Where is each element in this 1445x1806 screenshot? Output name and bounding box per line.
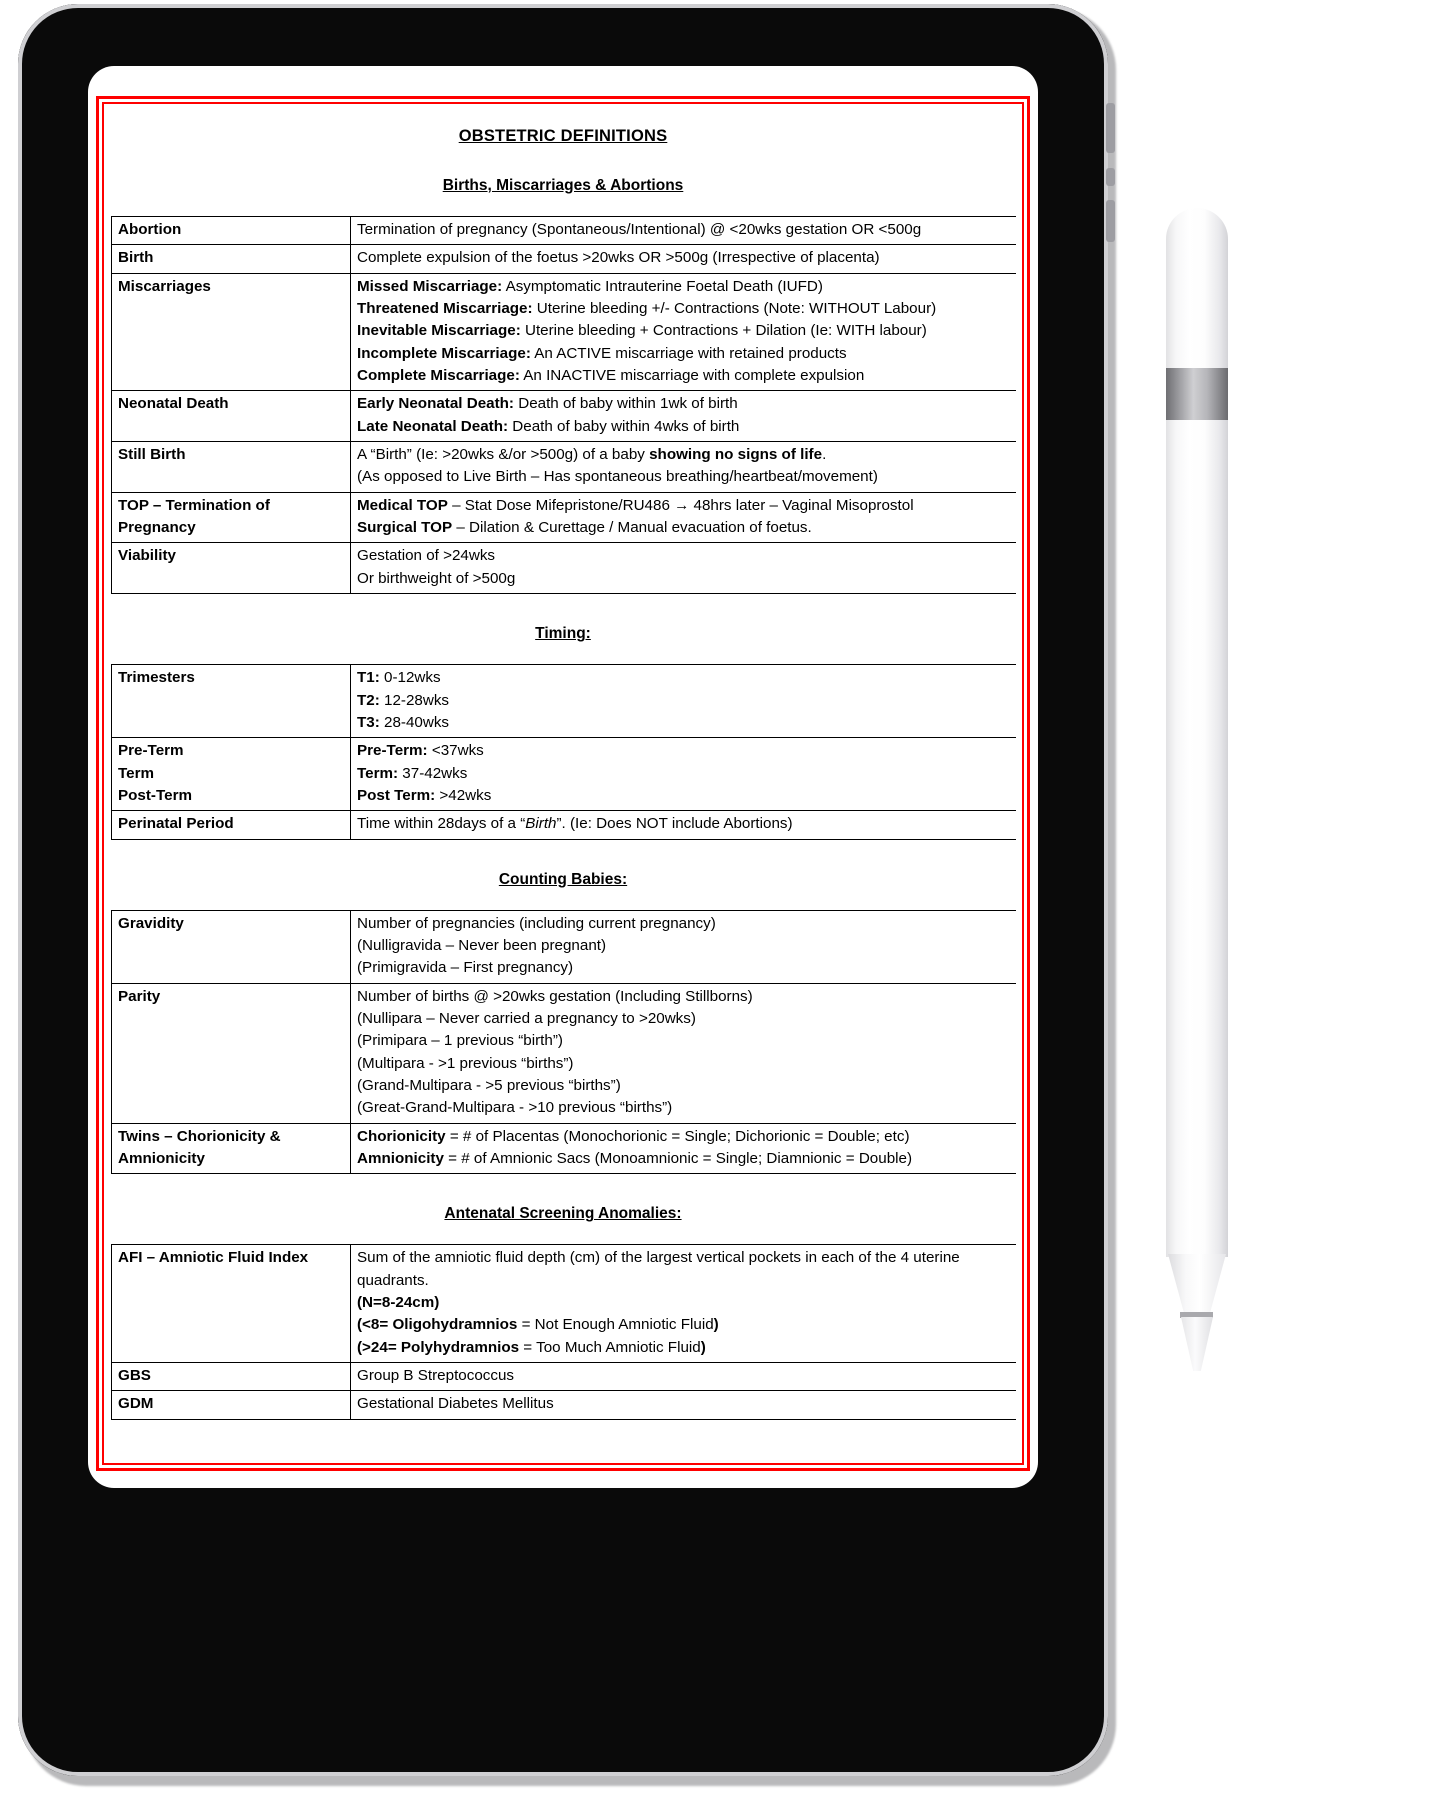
table-row <box>112 492 1017 543</box>
document-sections <box>110 177 1016 1420</box>
definition-cell <box>351 492 1017 543</box>
definition-cell <box>351 442 1017 493</box>
definition-text: An ACTIVE miscarriage with retained products <box>530 344 847 362</box>
definition-text: 37-42wks <box>398 764 468 782</box>
definition-text: = # of Placentas (Monochorionic = Single; Dichorionic = Double; etc) <box>445 1127 910 1145</box>
definition-text: 12-28wks <box>379 691 450 709</box>
table-row <box>112 1123 1017 1174</box>
definition-label: Missed Miscarriage: <box>357 277 503 295</box>
definition-line <box>357 957 1016 979</box>
definitions-table <box>111 910 1016 1175</box>
definition-text: Death of baby within 4wks of birth <box>508 417 740 435</box>
term-cell: AFI – Amniotic Fluid Index <box>112 1245 351 1363</box>
definition-cell <box>351 273 1017 391</box>
definition-label: (N=8-24cm) <box>357 1294 440 1312</box>
term-line: Pre-Term <box>118 742 184 760</box>
definition-text: 28-40wks <box>379 713 450 731</box>
table-row <box>112 738 1017 811</box>
definition-line <box>357 219 1016 241</box>
definition-label: Chorionicity <box>357 1127 446 1145</box>
term-cell: Perinatal Period <box>112 811 351 839</box>
definition-text: >42wks <box>435 786 492 804</box>
table-row <box>112 665 1017 738</box>
definition-line <box>357 517 1016 539</box>
definition-line <box>357 785 1016 807</box>
definition-line <box>357 667 1016 689</box>
definition-line <box>357 466 1016 488</box>
document-red-border <box>96 96 1030 1471</box>
term-cell: TOP – Termination of Pregnancy <box>112 492 351 543</box>
definition-text: (Nullipara – Never carried a pregnancy to >20wks) <box>357 1009 696 1027</box>
definition-label: Incomplete Miscarriage: <box>357 344 531 362</box>
definition-text: Or birthweight of >500g <box>357 569 516 587</box>
table-row <box>112 1245 1017 1363</box>
definition-line <box>357 813 1016 835</box>
definition-text: (Primipara – 1 previous “birth”) <box>357 1032 563 1050</box>
definition-text: Termination of pregnancy (Spontaneous/Intentional) @ <20wks gestation OR <500g <box>357 221 922 238</box>
table-row <box>112 543 1017 594</box>
definition-line <box>357 247 1016 269</box>
term-line: Post-Term <box>118 786 192 804</box>
definition-text: A “Birth” (Ie: >20wks &/or >500g) of a baby <box>357 446 650 464</box>
definition-text: = Not Enough Amniotic Fluid <box>517 1316 714 1334</box>
definition-text: = Too Much Amniotic Fluid <box>519 1338 701 1356</box>
document-page <box>110 110 1016 1457</box>
table-row <box>112 910 1017 983</box>
definition-label: Threatened Miscarriage: <box>357 300 533 318</box>
definition-label: Term: <box>357 764 399 782</box>
definition-line <box>357 495 1016 517</box>
definition-cell <box>351 983 1017 1123</box>
definition-line <box>357 986 1016 1008</box>
definition-line <box>357 276 1016 298</box>
definition-text: <37wks <box>427 742 484 760</box>
term-cell: GBS <box>112 1363 351 1391</box>
term-cell: Neonatal Death <box>112 391 351 442</box>
term-cell: GDM <box>112 1391 351 1419</box>
section-heading: Antenatal Screening Anomalies: <box>444 1205 682 1223</box>
definition-label: (<8= Oligohydramnios <box>357 1316 518 1334</box>
definition-label: Medical TOP <box>357 496 448 514</box>
definition-text: Sum of the amniotic fluid depth (cm) of the largest vertical pockets in each of the 4 uterine quadrants. <box>357 1249 960 1289</box>
definition-label: T2: <box>357 691 380 709</box>
definition-line <box>357 365 1016 387</box>
definition-line <box>357 343 1016 365</box>
definition-text: Uterine bleeding + Contractions + Dilation (Ie: WITH labour) <box>520 322 927 340</box>
definition-text: (As opposed to Live Birth – Has spontaneous breathing/heartbeat/movement) <box>357 468 878 486</box>
definitions-table <box>111 664 1016 839</box>
definition-text: Group B Streptococcus <box>357 1367 515 1385</box>
definition-line <box>357 1008 1016 1030</box>
stylus-band <box>1166 368 1228 420</box>
table-row <box>112 217 1017 245</box>
definition-label: T3: <box>357 713 380 731</box>
definition-label: ) <box>713 1316 719 1334</box>
definition-text: Asymptomatic Intrauterine Foetal Death (IUFD) <box>502 277 823 295</box>
definition-line <box>357 1314 1016 1336</box>
definition-cell <box>351 665 1017 738</box>
definition-line <box>357 393 1016 415</box>
definition-text: (Great-Grand-Multipara - >10 previous “births”) <box>357 1099 673 1117</box>
tablet-screen[interactable] <box>88 66 1038 1488</box>
term-cell: Trimesters <box>112 665 351 738</box>
term-cell <box>112 738 351 811</box>
definition-label: Complete Miscarriage: <box>357 367 520 385</box>
definition-line <box>357 444 1016 466</box>
definition-text: ”. (Ie: Does NOT include Abortions) <box>556 815 793 833</box>
definition-cell <box>351 217 1017 245</box>
definition-line <box>357 1053 1016 1075</box>
definition-line <box>357 935 1016 957</box>
definition-text: Birth <box>525 815 557 833</box>
definition-cell <box>351 1363 1017 1391</box>
term-cell: Twins – Chorionicity & Amnionicity <box>112 1123 351 1174</box>
definition-text: Complete expulsion of the foetus >20wks OR >500g (Irrespective of placenta) <box>357 249 880 267</box>
definition-line <box>357 1337 1016 1359</box>
definition-text: (Primigravida – First pregnancy) <box>357 959 574 977</box>
definition-text: – Stat Dose Mifepristone/RU486 → 48hrs later – Vaginal Misoprostol <box>447 496 914 514</box>
table-row <box>112 273 1017 391</box>
table-row <box>112 391 1017 442</box>
definition-line <box>357 1393 1016 1415</box>
definition-cell <box>351 1123 1017 1174</box>
term-cell: Gravidity <box>112 910 351 983</box>
definition-line <box>357 690 1016 712</box>
definition-label: ) <box>700 1338 706 1356</box>
definition-line <box>357 712 1016 734</box>
term-cell: Abortion <box>112 217 351 245</box>
definition-label: Post Term: <box>357 786 436 804</box>
definitions-table <box>111 216 1016 594</box>
definition-line <box>357 416 1016 438</box>
definition-text: (Multipara - >1 previous “births”) <box>357 1054 574 1072</box>
definition-text: = # of Amnionic Sacs (Monoamnionic = Single; Diamnionic = Double) <box>443 1150 913 1167</box>
definition-line <box>357 545 1016 567</box>
definition-text: An INACTIVE miscarriage with complete expulsion <box>519 367 865 385</box>
section-heading: Timing: <box>535 625 591 643</box>
table-row <box>112 1363 1017 1391</box>
definition-label: Pre-Term: <box>357 742 428 760</box>
definition-cell <box>351 391 1017 442</box>
table-row <box>112 1391 1017 1419</box>
definition-line <box>357 1365 1016 1387</box>
definition-line <box>357 1097 1016 1119</box>
definition-cell <box>351 1391 1017 1419</box>
definition-label: showing no signs of life <box>649 446 823 464</box>
term-cell: Parity <box>112 983 351 1123</box>
term-cell: Miscarriages <box>112 273 351 391</box>
definition-text: (Grand-Multipara - >5 previous “births”) <box>357 1076 621 1094</box>
definition-text: (Nulligravida – Never been pregnant) <box>357 936 607 954</box>
definition-text: Gestation of >24wks <box>357 547 496 565</box>
definition-text: Gestational Diabetes Mellitus <box>357 1395 554 1413</box>
definition-line <box>357 320 1016 342</box>
definition-line <box>357 1075 1016 1097</box>
definition-line <box>357 1126 1016 1148</box>
definition-text: Number of pregnancies (including current pregnancy) <box>357 914 716 932</box>
definition-line <box>357 1292 1016 1314</box>
definition-label: Early Neonatal Death: <box>357 395 514 413</box>
definition-text: – Dilation & Curettage / Manual evacuation of foetus. <box>452 519 812 537</box>
table-row <box>112 811 1017 839</box>
section-heading: Counting Babies: <box>498 870 628 888</box>
power-button[interactable] <box>1106 103 1115 153</box>
definition-cell <box>351 811 1017 839</box>
definition-cell <box>351 1245 1017 1363</box>
definition-line <box>357 740 1016 762</box>
definition-label: T1: <box>357 669 380 687</box>
definition-text: Uterine bleeding +/- Contractions (Note: WITHOUT Labour) <box>532 300 937 318</box>
definition-text: Death of baby within 1wk of birth <box>514 395 738 413</box>
definition-label: Amnionicity <box>357 1150 444 1167</box>
definition-cell <box>351 245 1017 273</box>
page-title: OBSTETRIC DEFINITIONS <box>458 127 668 145</box>
definition-label: Late Neonatal Death: <box>357 417 509 435</box>
definition-line <box>357 763 1016 785</box>
definition-cell <box>351 910 1017 983</box>
table-row <box>112 442 1017 493</box>
definition-text: 0-12wks <box>379 669 441 687</box>
definition-label: Surgical TOP <box>357 519 453 537</box>
definition-text: Time within 28days of a “ <box>357 815 526 833</box>
definition-text: . <box>822 446 827 464</box>
term-cell: Still Birth <box>112 442 351 493</box>
volume-up-button[interactable] <box>1106 168 1115 186</box>
definition-line <box>357 568 1016 590</box>
definition-cell <box>351 543 1017 594</box>
definition-cell <box>351 738 1017 811</box>
table-row <box>112 245 1017 273</box>
definition-line <box>357 913 1016 935</box>
term-cell: Viability <box>112 543 351 594</box>
definition-label: (>24= Polyhydramnios <box>357 1338 520 1356</box>
section-heading: Births, Miscarriages & Abortions <box>442 177 684 194</box>
definition-line <box>357 1247 1016 1292</box>
stylus-taper <box>1168 1254 1226 1314</box>
definition-label: Inevitable Miscarriage: <box>357 322 521 340</box>
table-row <box>112 983 1017 1123</box>
term-cell: Birth <box>112 245 351 273</box>
definition-line <box>357 298 1016 320</box>
definition-text: Number of births @ >20wks gestation (Including Stillborns) <box>357 987 753 1005</box>
stylus-nib-icon <box>1181 1317 1213 1371</box>
definition-line <box>357 1030 1016 1052</box>
definitions-table <box>111 1244 1016 1419</box>
volume-down-button[interactable] <box>1106 200 1115 242</box>
definition-line <box>357 1148 1016 1170</box>
stylus-pen[interactable] <box>1166 208 1228 1328</box>
term-line: Term <box>118 764 155 782</box>
